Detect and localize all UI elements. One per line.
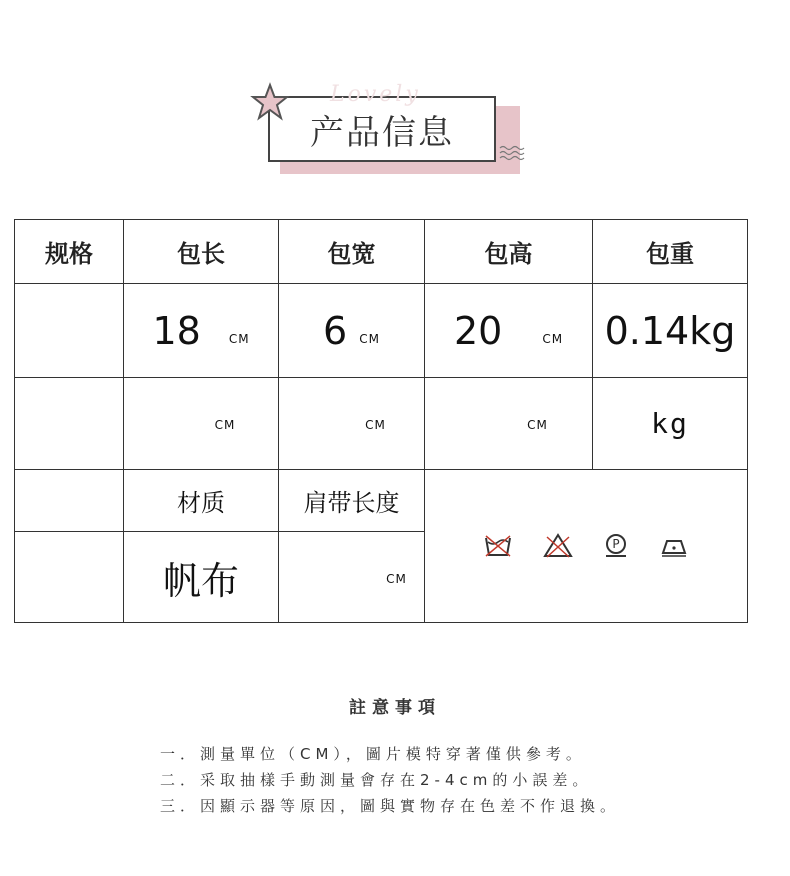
care-icons-cell — [425, 470, 748, 623]
row1-length-unit: CM — [228, 332, 250, 346]
row2-height-unit: CM — [527, 418, 548, 432]
strap-length-label: 肩带长度 — [279, 470, 425, 532]
header-width: 包宽 — [279, 220, 425, 284]
row1-width-value: 6 — [323, 308, 348, 353]
row1-length-value: 18 — [152, 308, 201, 353]
material-label: 材质 — [124, 470, 279, 532]
iron-low-icon — [659, 533, 689, 559]
row2-weight-value: kg — [651, 407, 689, 440]
row3-blank — [15, 470, 124, 532]
care-icons — [425, 533, 747, 559]
row1-height-value: 20 — [453, 308, 503, 353]
header-length: 包长 — [124, 220, 279, 284]
row2-width-unit: CM — [365, 418, 386, 432]
dry-clean-p-icon — [603, 533, 629, 559]
star-icon — [250, 82, 290, 122]
title-section — [250, 82, 540, 182]
row1-spec — [15, 284, 124, 378]
row1-height-unit: CM — [542, 332, 564, 346]
row1-height-cell — [425, 284, 593, 378]
notes-title: 註意事項 — [349, 698, 441, 718]
notes-list — [160, 741, 620, 819]
row2-width-cell — [279, 378, 425, 470]
no-bleach-icon — [543, 533, 573, 559]
row2-height-cell — [425, 378, 593, 470]
row2-length-unit: CM — [214, 418, 236, 432]
title-deco-text: Lovely — [330, 82, 421, 107]
svg-text:P: P — [612, 537, 620, 551]
page-title: 产品信息 — [310, 112, 454, 153]
strap-length-unit: CM — [386, 571, 407, 586]
row1-weight-cell — [593, 284, 748, 378]
note-item: 三．因顯示器等原因，圖與實物存在色差不作退換。 — [160, 797, 621, 815]
note-item: 二．采取抽樣手動測量會存在2-4cm的小誤差。 — [160, 771, 593, 789]
row1-weight-value: 0.14kg — [604, 308, 736, 353]
wave-decoration-icon — [498, 144, 528, 162]
note-item: 一．測量單位（CM），圖片模特穿著僅供參考。 — [160, 745, 586, 763]
header-height: 包高 — [425, 220, 593, 284]
row2-weight-cell — [593, 378, 748, 470]
no-machine-wash-icon — [483, 533, 513, 559]
row1-width-unit: CM — [359, 332, 380, 346]
material-value: 帆布 — [162, 558, 239, 603]
material-value-cell — [124, 532, 279, 623]
row4-blank — [15, 532, 124, 623]
header-weight: 包重 — [593, 220, 748, 284]
strap-length-cell — [279, 532, 425, 623]
row1-length-cell — [124, 284, 279, 378]
row1-width-cell — [279, 284, 425, 378]
row2-length-cell — [124, 378, 279, 470]
header-spec: 规格 — [15, 220, 124, 284]
spec-table — [14, 219, 748, 623]
row2-spec — [15, 378, 124, 470]
